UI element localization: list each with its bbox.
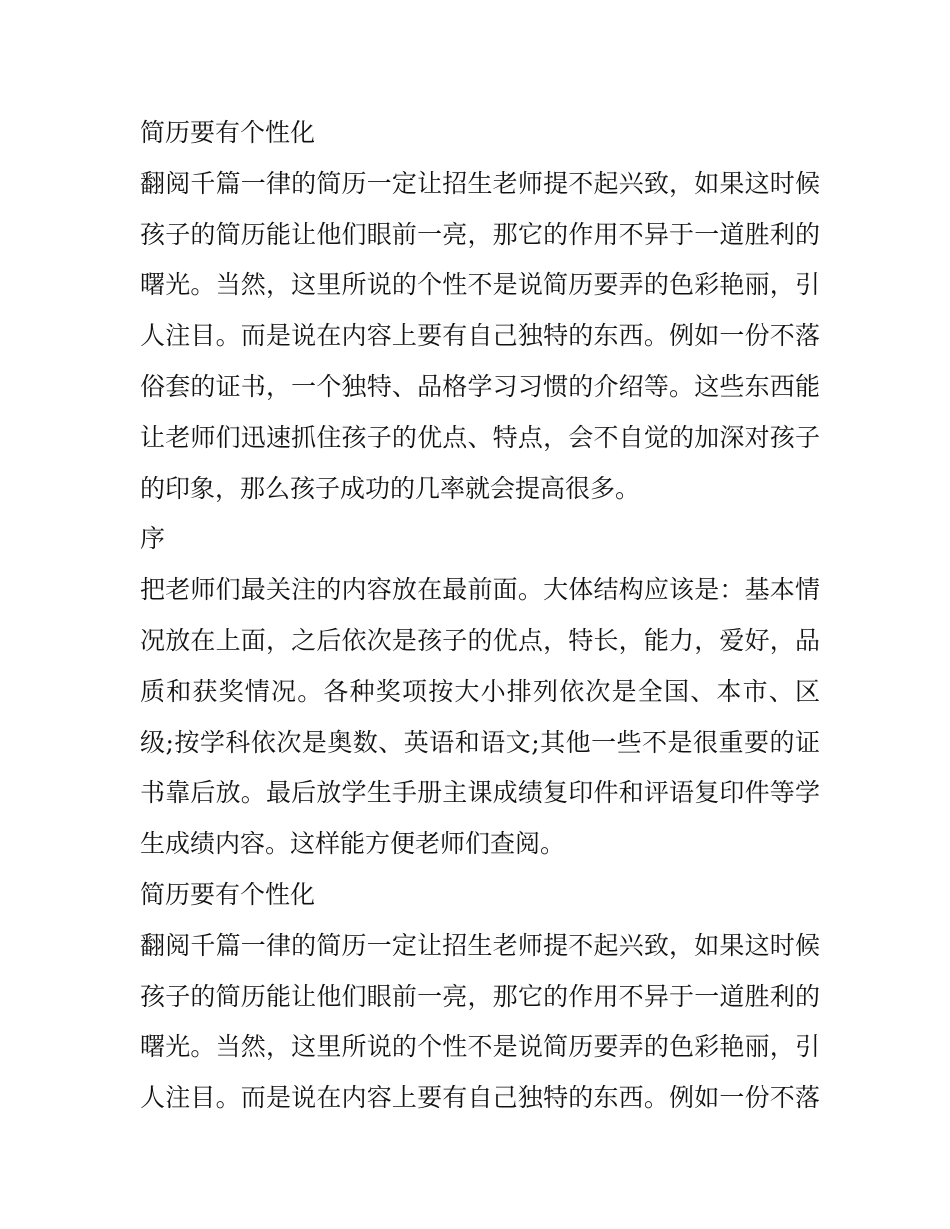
paragraph-line: 的印象，那么孩子成功的几率就会提高很多。	[140, 473, 641, 503]
paragraph-line: 翻阅千篇一律的简历一定让招生老师提不起兴致，如果这时候	[140, 168, 820, 198]
paragraph-line: 让老师们迅速抓住孩子的优点、特点，会不自觉的加深对孩子	[140, 422, 820, 452]
paragraph-line: 孩子的简历能让他们眼前一亮，那它的作用不异于一道胜利的	[140, 219, 820, 249]
paragraph-line: 人注目。而是说在内容上要有自己独特的东西。例如一份不落	[140, 321, 820, 351]
section-heading: 简历要有个性化	[140, 118, 316, 147]
paragraph-line: 孩子的简历能让他们眼前一亮，那它的作用不异于一道胜利的	[140, 981, 820, 1011]
paragraph-line: 生成绩内容。这样能方便老师们查阅。	[140, 829, 566, 859]
paragraph-line: 翻阅千篇一律的简历一定让招生老师提不起兴致，如果这时候	[140, 930, 820, 960]
section-heading: 序	[140, 524, 166, 554]
paragraph-line: 俗套的证书，一个独特、品格学习习惯的介绍等。这些东西能	[140, 371, 820, 401]
document-body	[140, 108, 820, 1124]
paragraph-line: 质和获奖情况。各种奖项按大小排列依次是全国、本市、区	[140, 676, 820, 706]
paragraph-line: 把老师们最关注的内容放在最前面。大体结构应该是：基本情	[140, 575, 820, 605]
paragraph-line: 曙光。当然，这里所说的个性不是说简历要弄的色彩艳丽，引	[140, 270, 820, 300]
paragraph-line: 书靠后放。最后放学生手册主课成绩复印件和评语复印件等学	[140, 778, 820, 808]
paragraph-line: 级;按学科依次是奥数、英语和语文;其他一些不是很重要的证	[140, 727, 820, 757]
paragraph-line: 况放在上面，之后依次是孩子的优点，特长，能力，爱好，品	[140, 625, 820, 655]
section-heading: 简历要有个性化	[140, 879, 316, 909]
paragraph-line: 曙光。当然，这里所说的个性不是说简历要弄的色彩艳丽，引	[140, 1032, 820, 1062]
paragraph-line: 人注目。而是说在内容上要有自己独特的东西。例如一份不落	[140, 1083, 820, 1113]
